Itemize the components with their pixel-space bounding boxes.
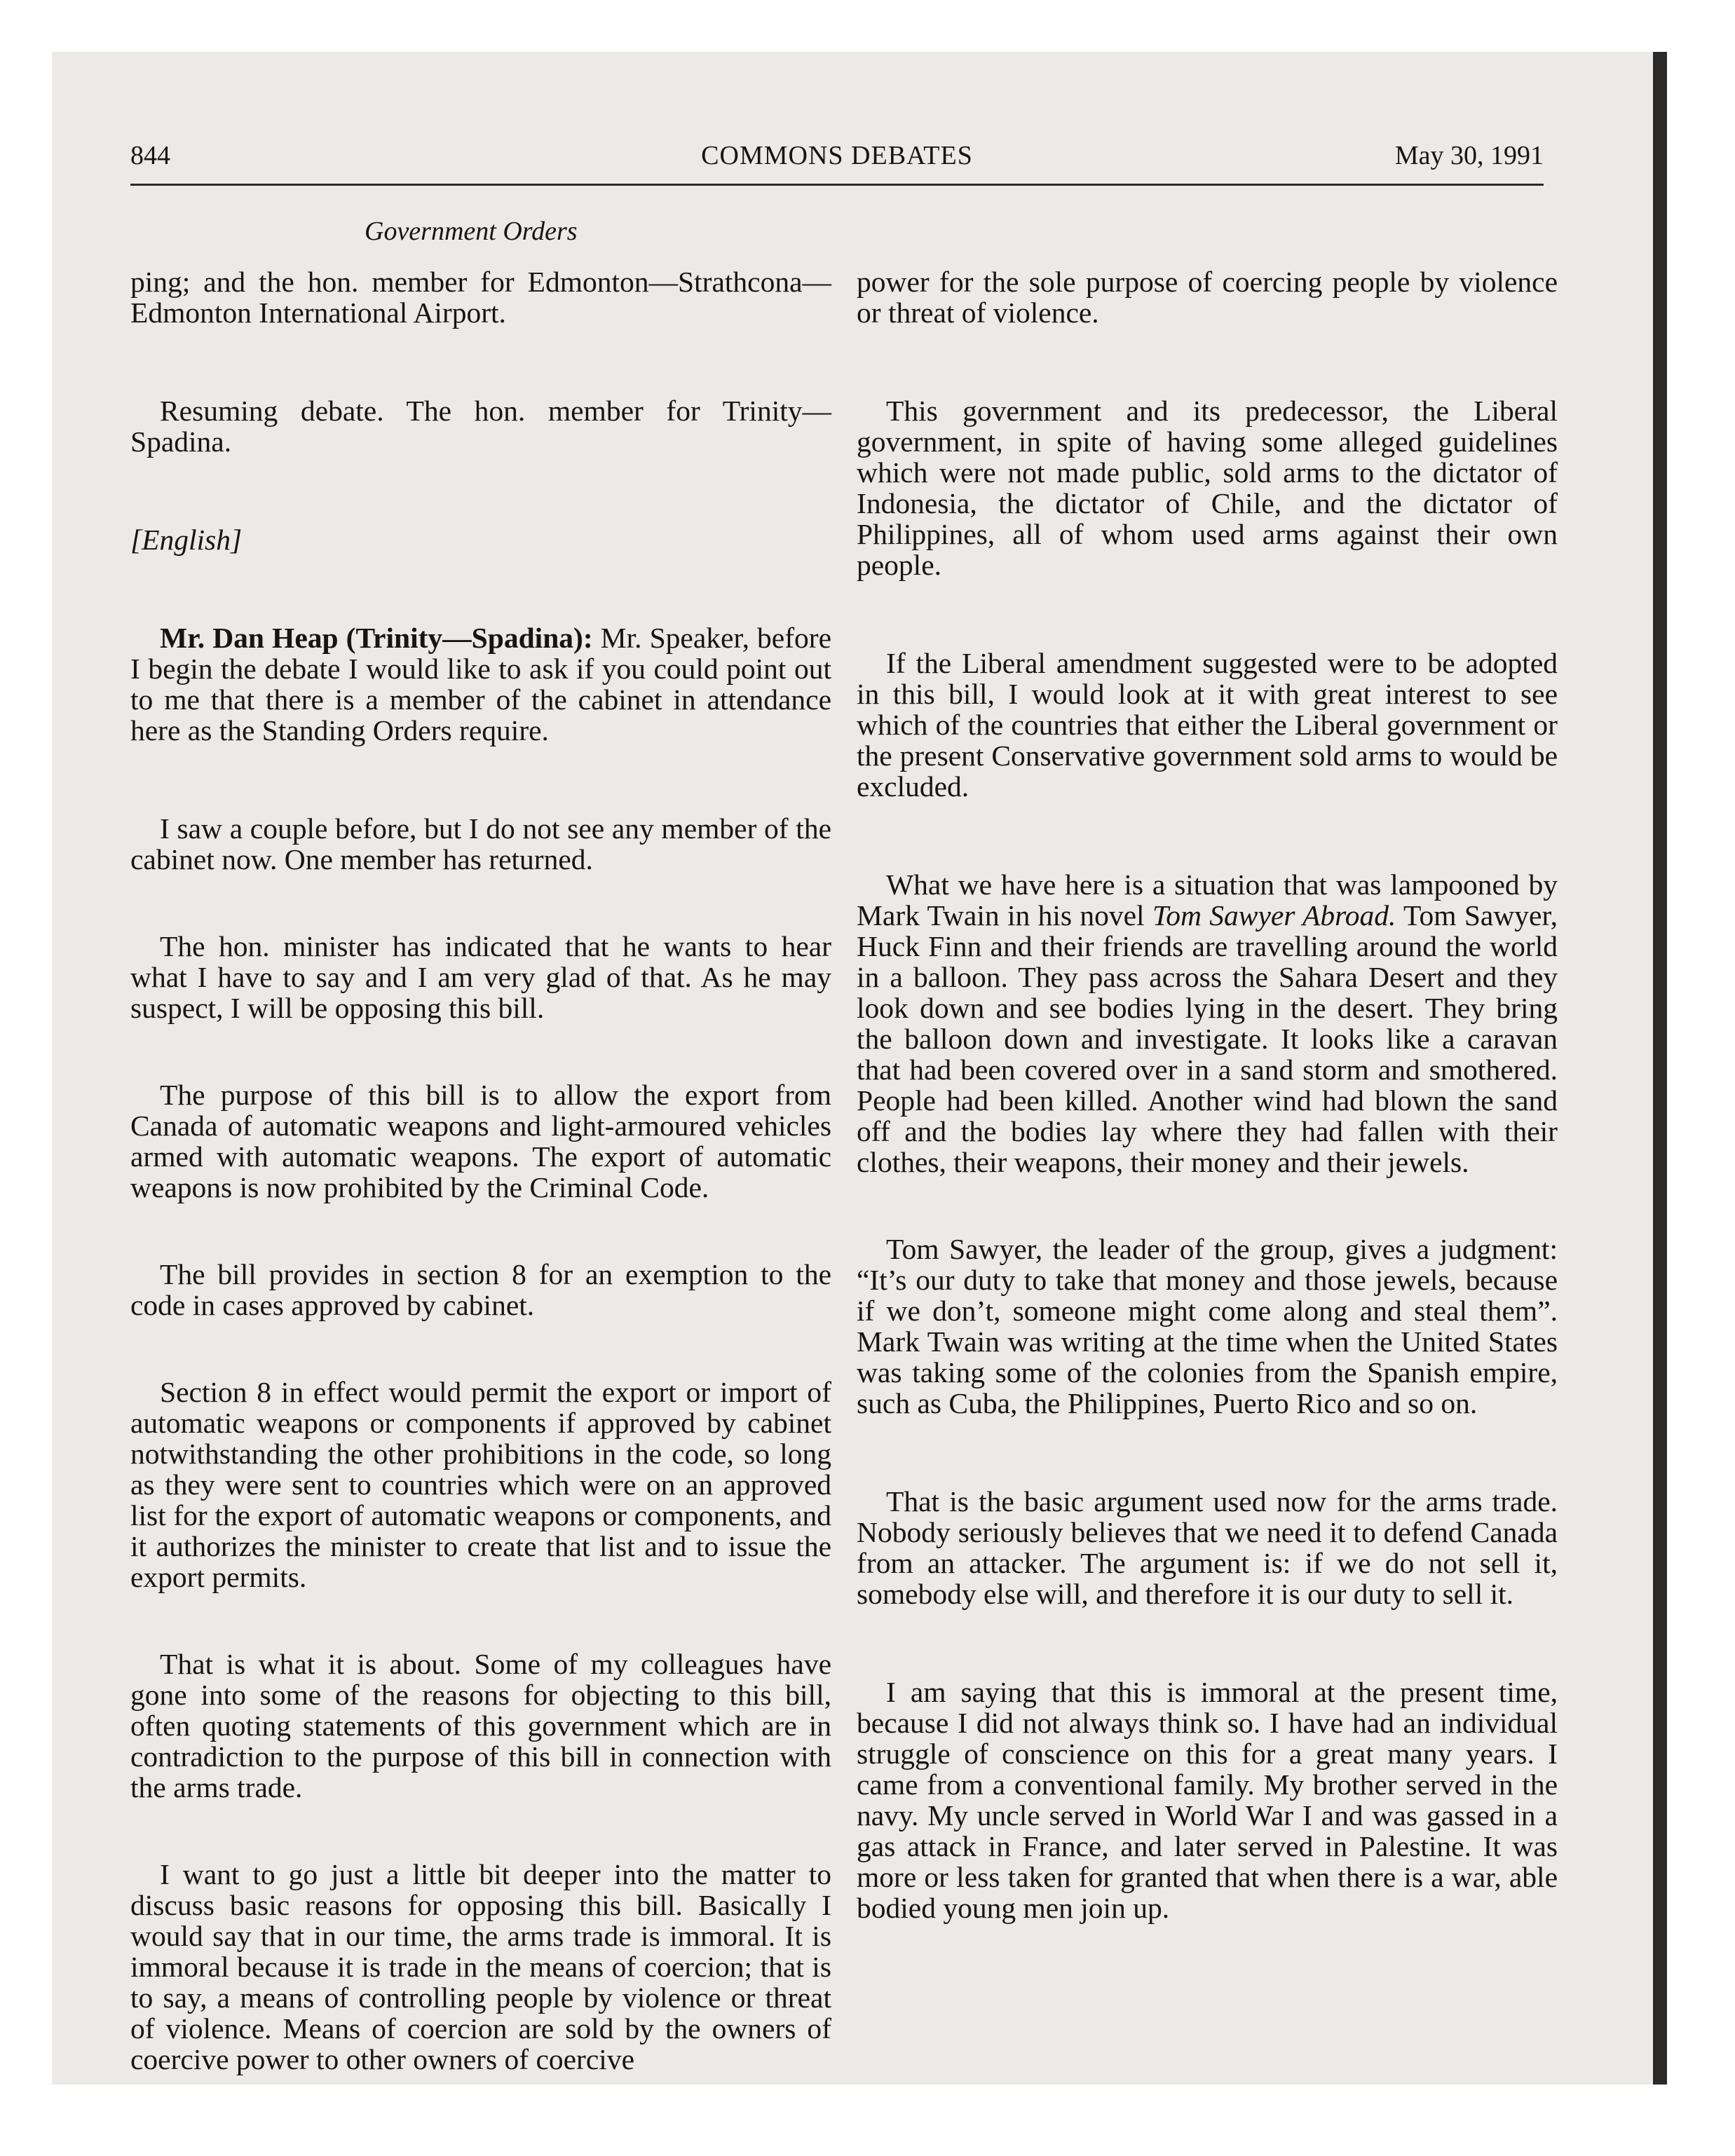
paragraph: That is what it is about. Some of my colleagues have gone into some of the reasons for objecting to this bill, often quoting statements of this government which are in contradiction to the purpose of this bill in connection with the arms trade. bbox=[130, 1648, 831, 1803]
paragraph-text: What we have here is a situation that was lampooned by Mark Twain in his novel bbox=[857, 868, 1558, 932]
section-title: Government Orders bbox=[365, 217, 578, 246]
paragraph: The hon. minister has indicated that he wants to hear what I have to say and I am very glad of that. As he may suspect, I will be opposing this bill. bbox=[130, 930, 831, 1024]
paragraph: I want to go just a little bit deeper into the matter to discuss basic reasons for opposing this bill. Basically I would say that in our time, the arms trade is immoral. It is immoral because it is trade in the means of coercion; that is to say, a means of controlling people by violence or threat of violence. Means of coercion are sold by the owners of coercive power to other owners of coercive bbox=[130, 1858, 831, 2075]
paragraph-text: Tom Sawyer, Huck Finn and their friends are travelling around the world in a balloon. They pass across the Sahara Desert and they look down and see bodies lying in the desert. They bring the balloon down and investigate. It looks like a caravan that had been covered over in a sand storm and smothered. People had been killed. Another wind had blown the sand off and the bodies lay where they had fallen with their clothes, their weapons, their money and their jewels. bbox=[857, 899, 1558, 1178]
left-column bbox=[130, 266, 831, 2075]
speaker-name: Mr. Dan Heap (Trinity—Spadina): bbox=[160, 622, 593, 654]
scan-edge-bar bbox=[1653, 52, 1667, 2085]
paragraph: ping; and the hon. member for Edmonton—Strathcona—Edmonton International Airport. bbox=[130, 266, 831, 329]
paragraph: Tom Sawyer, the leader of the group, gives a judgment: “It’s our duty to take that money and those jewels, because if we don’t, someone might come along and steal them”. Mark Twain was writing at the time when the United States was taking some of the colonies from the Spanish empire, such as Cuba, the Philippines, Puerto Rico and so on. bbox=[857, 1233, 1558, 1419]
paragraph: Resuming debate. The hon. member for Trinity—Spadina. bbox=[130, 395, 831, 458]
language-marker: [English] bbox=[130, 524, 243, 556]
paragraph: I saw a couple before, but I do not see any member of the cabinet now. One member has returned. bbox=[130, 812, 831, 875]
speaker-paragraph bbox=[130, 622, 831, 746]
paragraph: power for the sole purpose of coercing people by violence or threat of violence. bbox=[857, 266, 1558, 329]
publication-date: May 30, 1991 bbox=[1394, 141, 1544, 170]
paragraph: That is the basic argument used now for the arms trade. Nobody seriously believes that we need it to defend Canada from an attacker. The argument is: if we do not sell it, somebody else will, and therefore it is our duty to sell it. bbox=[857, 1485, 1558, 1610]
header-rule bbox=[130, 184, 1544, 186]
right-column bbox=[857, 266, 1558, 1923]
paragraph: The purpose of this bill is to allow the export from Canada of automatic weapons and light-armoured vehicles armed with automatic weapons. The export of automatic weapons is now prohibited by the Criminal Code. bbox=[130, 1079, 831, 1203]
page-number: 844 bbox=[130, 141, 170, 170]
paragraph-text: Mr. Speaker, before I begin the debate I would like to ask if you could point out to me that there is a member of the cabinet in attendance here as the Standing Orders require. bbox=[130, 622, 832, 746]
paragraph: This government and its predecessor, the Liberal government, in spite of having some alleged guidelines which were not made public, sold arms to the dictator of Indonesia, the dictator of Chile, and the dictator of Philippines, all of whom used arms against their own people. bbox=[857, 395, 1558, 581]
journal-title: COMMONS DEBATES bbox=[701, 141, 973, 170]
page-header bbox=[130, 140, 1544, 182]
book-title: Tom Sawyer Abroad. bbox=[1152, 899, 1396, 932]
paragraph: The bill provides in section 8 for an exemption to the code in cases approved by cabinet. bbox=[130, 1258, 831, 1321]
paragraph: If the Liberal amendment suggested were to be adopted in this bill, I would look at it with great interest to see which of the countries that either the Liberal government or the present Conservative government sold arms to would be excluded. bbox=[857, 647, 1558, 803]
paragraph: Section 8 in effect would permit the export or import of automatic weapons or components if approved by cabinet notwithstanding the other prohibitions in the code, so long as they were sent to countries which were on an approved list for the export of automatic weapons or components, and it authorizes the minister to create that list and to issue the export permits. bbox=[130, 1376, 831, 1593]
paragraph: I am saying that this is immoral at the present time, because I did not always think so. I have had an individual struggle of conscience on this for a great many years. I came from a conventional family. My brother served in the navy. My uncle served in World War I and was gassed in a gas attack in France, and later served in Palestine. It was more or less taken for granted that when there is a war, able bodied young men join up. bbox=[857, 1676, 1558, 1924]
paragraph bbox=[857, 869, 1558, 1178]
